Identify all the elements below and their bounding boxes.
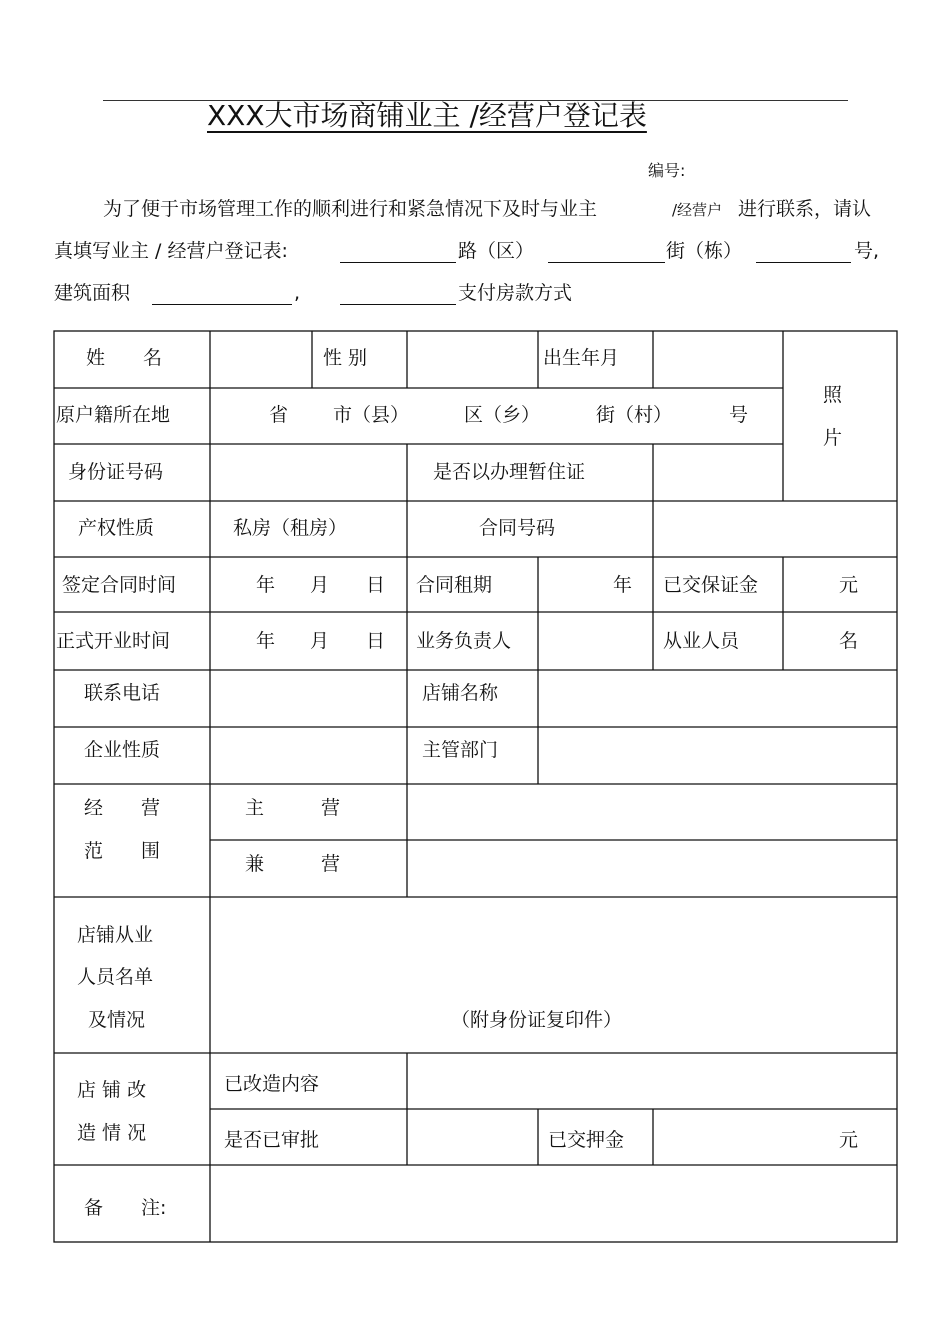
- property-value: 私房（租房）: [233, 517, 348, 539]
- contract-day: 日: [366, 574, 386, 596]
- scope-label-2: 范 围: [84, 840, 161, 862]
- form-title: XXX大市场商铺业主 /经营户登记表: [207, 99, 647, 132]
- enterprise-type-label: 企业性质: [84, 739, 161, 761]
- road-label: 路（区）: [458, 240, 535, 262]
- guarantee-yuan: 元: [839, 1129, 859, 1151]
- shop-name-label: 店铺名称: [422, 682, 499, 704]
- staff-count-unit: 名: [839, 630, 859, 652]
- birth-label: 出生年月: [543, 347, 620, 369]
- photo-label-1: 照: [823, 384, 843, 406]
- name-label: 姓 名: [86, 347, 163, 369]
- opening-month: 月: [310, 630, 330, 652]
- origin-province: 省: [269, 404, 289, 426]
- side-business-label: 兼 营: [245, 853, 341, 875]
- renovation-content-label: 已改造内容: [224, 1073, 320, 1095]
- photo-label-2: 片: [823, 427, 843, 449]
- attach-id-note: （附身份证复印件）: [451, 1009, 623, 1031]
- main-business-label: 主 营: [245, 797, 341, 819]
- intro-line2-a: 真填写业主 / 经营户登记表:: [54, 240, 288, 262]
- temp-permit-label: 是否以办理暂住证: [433, 461, 586, 483]
- contract-year: 年: [256, 574, 276, 596]
- staff-list-label-1: 店铺从业: [77, 924, 154, 946]
- remarks-label: 备 注:: [84, 1197, 167, 1219]
- authority-label: 主管部门: [422, 739, 499, 761]
- phone-label: 联系电话: [84, 682, 161, 704]
- street-label: 街（栋）: [666, 240, 743, 262]
- manager-label: 业务负责人: [416, 630, 512, 652]
- lease-term-label: 合同租期: [416, 574, 493, 596]
- opening-day: 日: [366, 630, 386, 652]
- scope-label-1: 经 营: [84, 797, 161, 819]
- lease-term-year: 年: [613, 574, 633, 596]
- staff-list-label-2: 人员名单: [77, 966, 154, 988]
- opening-date-label: 正式开业时间: [56, 630, 171, 652]
- serial-number-label: 编号:: [648, 161, 686, 180]
- staff-list-label-3: 及情况: [88, 1009, 146, 1031]
- intro-line1-b: /经营户: [672, 201, 723, 219]
- renovation-label-2: 造 情 况: [77, 1122, 147, 1144]
- approved-label: 是否已审批: [224, 1129, 320, 1151]
- gender-label: 性 别: [323, 347, 368, 369]
- origin-number: 号: [729, 404, 749, 426]
- origin-district: 区（乡）: [464, 404, 541, 426]
- contract-month: 月: [310, 574, 330, 596]
- renovation-label-1: 店 铺 改: [77, 1079, 147, 1101]
- intro-line1-c: 进行联系，请认: [738, 198, 872, 220]
- number-label: 号,: [854, 240, 880, 262]
- property-label: 产权性质: [78, 517, 155, 539]
- id-number-label: 身份证号码: [68, 461, 164, 483]
- area-label: 建筑面积: [54, 282, 131, 304]
- guarantee-label: 已交押金: [548, 1129, 625, 1151]
- contract-number-label: 合同号码: [479, 517, 556, 539]
- payment-label: 支付房款方式: [458, 282, 573, 304]
- opening-year: 年: [256, 630, 276, 652]
- area-comma: ,: [294, 282, 301, 304]
- deposit-label: 已交保证金: [663, 574, 759, 596]
- intro-line1-a: 为了便于市场管理工作的顺利进行和紧急情况下及时与业主: [103, 198, 598, 220]
- origin-city: 市（县）: [333, 404, 410, 426]
- deposit-yuan: 元: [839, 574, 859, 596]
- origin-label: 原户籍所在地: [56, 404, 171, 426]
- staff-count-label: 从业人员: [663, 630, 740, 652]
- contract-date-label: 签定合同时间: [62, 574, 177, 596]
- origin-street: 街（村）: [596, 404, 673, 426]
